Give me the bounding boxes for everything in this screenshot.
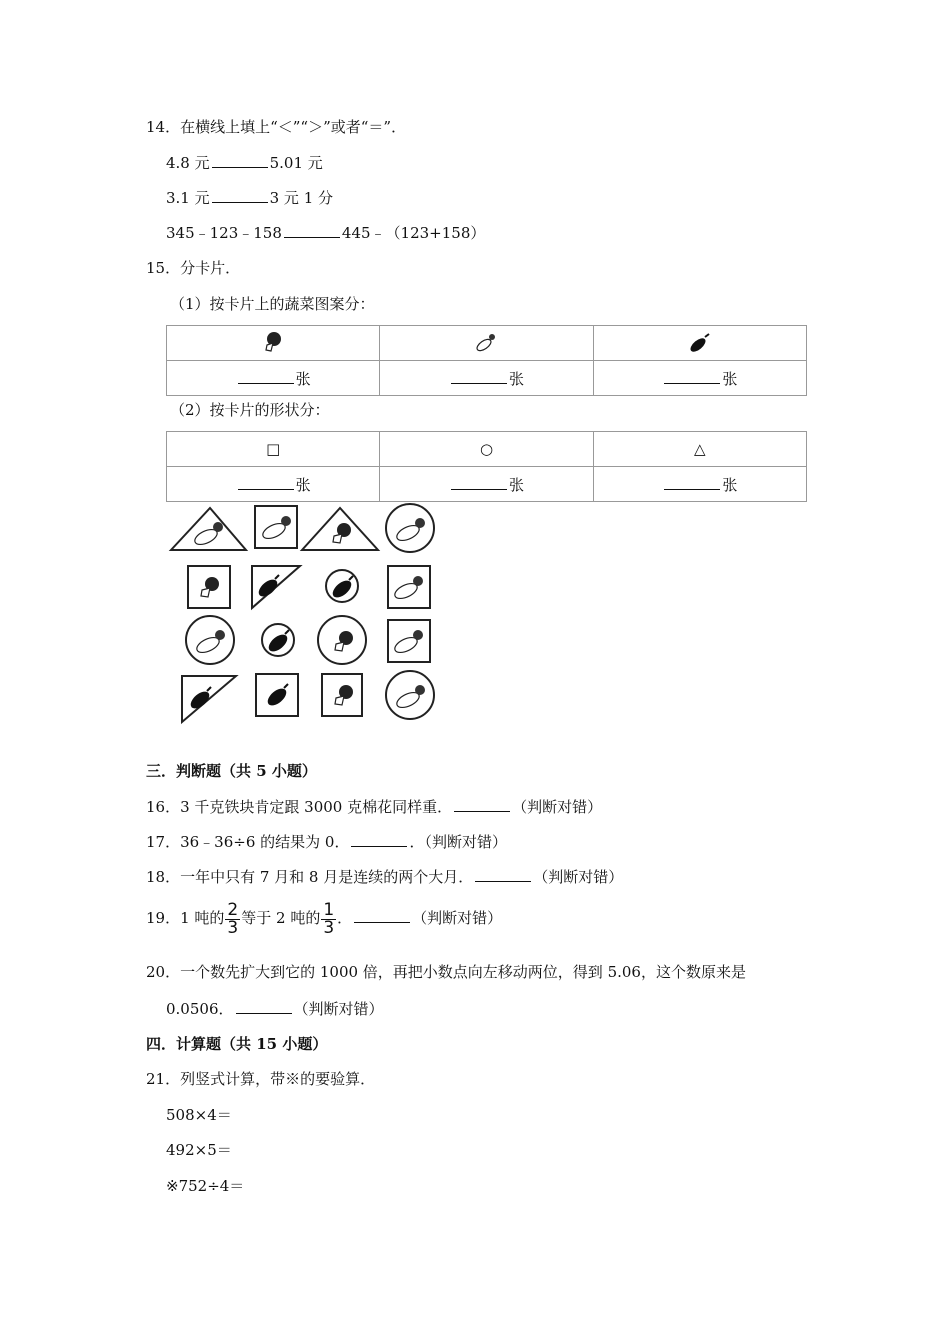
q18-suffix: （判断对错） xyxy=(533,868,624,886)
q17-text: 17．36﹣36÷6 的结果为 0． xyxy=(146,833,350,851)
circle-card xyxy=(326,570,358,602)
q19 xyxy=(146,900,502,937)
triangle-card xyxy=(252,566,300,608)
q14-item-2 xyxy=(166,188,333,208)
square-cell: □ xyxy=(167,432,380,467)
q17-suffix: ．（判断对错） xyxy=(409,833,507,851)
circle-card xyxy=(386,504,434,552)
section3-title: 三．判断题（共 5 小题） xyxy=(146,762,317,780)
eggplant-cell xyxy=(593,326,806,361)
eggplant-icon xyxy=(685,331,715,355)
square-card xyxy=(188,566,230,608)
q15-title: 15．分卡片． xyxy=(146,259,241,277)
fraction-two-thirds xyxy=(225,899,240,938)
carrot-icon xyxy=(471,331,501,355)
q19-after: ． xyxy=(337,909,353,927)
q14-item-3 xyxy=(166,223,485,243)
triangle-card xyxy=(171,508,246,550)
q20-suffix: （判断对错） xyxy=(293,1000,384,1018)
count-cell xyxy=(380,467,593,502)
fraction-numerator: 1 xyxy=(323,899,335,920)
answer-blank[interactable] xyxy=(351,832,407,847)
carrot-cell xyxy=(380,326,593,361)
q14-item-2-left: 3.1 元 xyxy=(166,189,210,207)
q14-title: 14．在横线上填上“＜”“＞”或者“＝”． xyxy=(146,118,407,136)
table-row xyxy=(167,326,807,361)
unit-label: 张 xyxy=(722,475,738,494)
count-cell xyxy=(593,467,806,502)
unit-label: 张 xyxy=(508,475,524,494)
q14-item-1 xyxy=(166,153,323,173)
q20-line2 xyxy=(166,999,384,1019)
table-row xyxy=(167,467,807,502)
unit-label: 张 xyxy=(295,475,311,494)
answer-blank[interactable] xyxy=(475,867,531,882)
unit-label: 张 xyxy=(295,369,311,388)
q16-suffix: （判断对错） xyxy=(512,798,603,816)
q18-text: 18．一年中只有 7 月和 8 月是连续的两个大月． xyxy=(146,868,474,886)
count-cell xyxy=(167,467,380,502)
answer-blank[interactable] xyxy=(354,908,410,923)
q19-middle: 等于 2 吨的 xyxy=(241,909,321,927)
fraction-one-third xyxy=(321,899,336,938)
q21-item-3: ※752÷4＝ xyxy=(166,1177,245,1195)
answer-blank[interactable] xyxy=(212,188,268,203)
count-cell xyxy=(380,361,593,396)
q15-part1: （1）按卡片上的蔬菜图案分： xyxy=(170,295,375,313)
q21-title: 21．列竖式计算，带※的要验算． xyxy=(146,1070,376,1088)
circle-cell: ○ xyxy=(380,432,593,467)
q19-prefix: 19．1 吨的 xyxy=(146,909,225,927)
answer-blank[interactable] xyxy=(454,797,510,812)
square-card xyxy=(388,566,430,608)
fraction-denominator: 3 xyxy=(323,917,335,938)
count-cell xyxy=(593,361,806,396)
q21-item-2: 492×5＝ xyxy=(166,1141,232,1159)
unit-label: 张 xyxy=(508,369,524,388)
q14-item-3-right: 445﹣（123+158） xyxy=(341,224,486,242)
q14-item-1-right: 5.01 元 xyxy=(269,154,323,172)
answer-blank[interactable] xyxy=(236,999,292,1014)
vegetable-cards-illustration xyxy=(166,500,446,730)
q14-item-3-left: 345﹣123﹣158 xyxy=(166,224,282,242)
q19-suffix: （判断对错） xyxy=(412,909,503,927)
table-row xyxy=(167,432,807,467)
answer-blank[interactable] xyxy=(238,475,294,490)
square-card xyxy=(256,674,298,716)
section4-title: 四．计算题（共 15 小题） xyxy=(146,1035,328,1053)
triangle-card xyxy=(182,676,236,722)
q15-part2: （2）按卡片的形状分： xyxy=(170,401,330,419)
q18 xyxy=(146,867,623,887)
q20-line1: 20．一个数先扩大到它的 1000 倍，再把小数点向左移动两位，得到 5.06，这个数原来是 xyxy=(146,963,746,981)
cabbage-cell xyxy=(167,326,380,361)
q20-answer-value: 0.0506． xyxy=(166,1000,234,1018)
triangle-card xyxy=(302,508,378,550)
unit-label: 张 xyxy=(722,369,738,388)
answer-blank[interactable] xyxy=(284,223,340,238)
answer-blank[interactable] xyxy=(238,369,294,384)
answer-blank[interactable] xyxy=(212,153,268,168)
circle-card xyxy=(386,671,434,719)
q16-text: 16．3 千克铁块肯定跟 3000 克棉花同样重． xyxy=(146,798,453,816)
fraction-denominator: 3 xyxy=(227,917,239,938)
cabbage-icon xyxy=(261,331,285,355)
circle-card xyxy=(262,624,294,656)
square-card xyxy=(322,674,362,716)
square-card xyxy=(388,620,430,662)
q21-item-1: 508×4＝ xyxy=(166,1106,232,1124)
circle-card xyxy=(186,616,234,664)
shape-table xyxy=(166,431,807,502)
answer-blank[interactable] xyxy=(451,475,507,490)
answer-blank[interactable] xyxy=(664,369,720,384)
q14-item-2-right: 3 元 1 分 xyxy=(269,189,334,207)
q16 xyxy=(146,797,602,817)
count-cell xyxy=(167,361,380,396)
vegetable-table xyxy=(166,325,807,396)
q17 xyxy=(146,832,507,852)
q14-item-1-left: 4.8 元 xyxy=(166,154,210,172)
circle-card xyxy=(318,616,366,664)
table-row xyxy=(167,361,807,396)
fraction-numerator: 2 xyxy=(227,899,239,920)
triangle-cell: △ xyxy=(593,432,806,467)
answer-blank[interactable] xyxy=(664,475,720,490)
square-card xyxy=(255,506,297,548)
answer-blank[interactable] xyxy=(451,369,507,384)
